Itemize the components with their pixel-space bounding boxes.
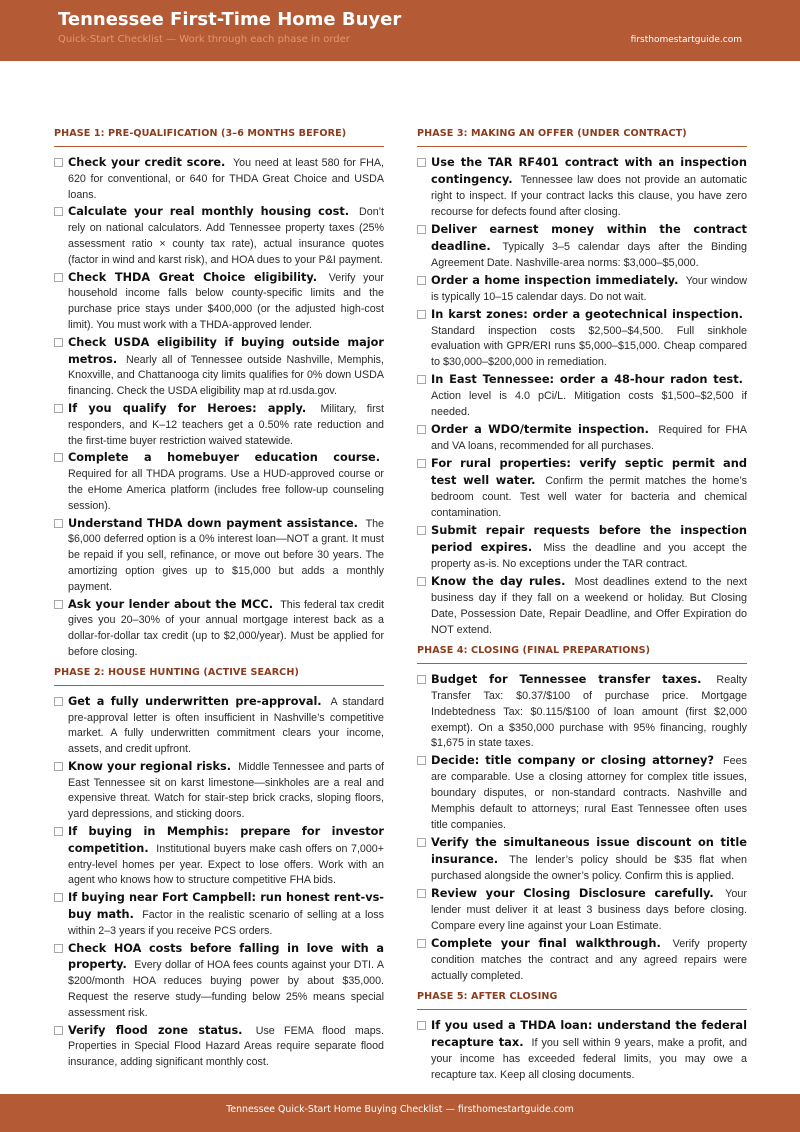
checklist-item (417, 307, 747, 372)
checkbox-icon[interactable] (54, 453, 63, 462)
checklist-item (417, 372, 747, 421)
checkbox-icon[interactable] (417, 276, 426, 285)
checklist-item-title: If you qualify for Heroes: apply. (68, 401, 307, 415)
checklist-item-title: If buying near Fort Campbell: run honest rent-vs-buy math. (68, 891, 384, 922)
checklist-item-title: If you used a THDA loan: understand the federal recapture tax. (431, 1017, 747, 1049)
checkbox-icon[interactable] (417, 577, 426, 586)
header-site-link[interactable]: firsthomestartguide.com (630, 35, 742, 45)
checkbox-icon[interactable] (54, 893, 63, 902)
checklist-item-text: The lender’s policy should be $35 flat when purchased alongside the owner’s policy. Confirm this is applied. (431, 854, 747, 883)
checkbox-icon[interactable] (417, 1021, 426, 1030)
checklist-item (54, 597, 384, 661)
checklist-item-text: Verify property condition matches the contract and any agreed repairs were actually completed. (431, 937, 747, 982)
checklist-item (417, 1018, 747, 1084)
checklist-item-title: Understand THDA down payment assistance. (68, 516, 358, 530)
checklist-item-title: In East Tennessee: order a 48-hour radon test. (431, 372, 743, 387)
checklist-item-title: For rural properties: verify septic permit and test well water. (431, 456, 747, 488)
checkbox-icon[interactable] (417, 225, 426, 234)
checklist-item (417, 523, 747, 573)
checkbox-icon[interactable] (417, 838, 426, 847)
checklist-item-title: Use the TAR RF401 contract with an inspection contingency. (431, 155, 747, 186)
checklist-item-text: Tennessee law does not provide an automatic right to inspect. If your contract lacks this clause, you have zero recourse for defects found after closing. (431, 173, 747, 218)
checkbox-icon[interactable] (417, 675, 426, 684)
checkbox-icon[interactable] (54, 273, 63, 282)
checklist-item (54, 335, 384, 400)
checklist-item-title: Check THDA Great Choice eligibility. (68, 270, 318, 284)
checkbox-icon[interactable] (54, 827, 63, 836)
checklist-item-text: Action level is 4.0 pCi/L. Mitigation costs $1,500–$2,500 if needed. (431, 390, 747, 419)
checklist-item (417, 574, 747, 639)
checkbox-icon[interactable] (417, 310, 426, 319)
checklist-item (417, 456, 747, 522)
checklist-item-text: You need at least 580 for FHA, 620 for conventional, or 640 for THDA Great Choice and USDA loans. (68, 157, 384, 201)
checklist-item (417, 422, 747, 455)
checkbox-icon[interactable] (54, 404, 63, 413)
phase-heading: PHASE 5: AFTER CLOSING (417, 991, 747, 1010)
checklist-item-text: A standard pre-approval letter is often insufficient in Nashville’s competitive market. A fully underwritten commitment clears your income, assets, and credit upfront. (68, 695, 384, 756)
checklist-item (417, 222, 747, 272)
checklist-item-text: Middle Tennessee and parts of East Tennessee sit on karst limestone—sinkholes are a real and expensive threat. Watch for stair-step brick cracks, sloping floors, yard depressions, and sticking doors. (68, 760, 384, 821)
checkbox-icon[interactable] (417, 939, 426, 948)
checklist-item-text: Confirm the permit matches the home’s bedroom count. Test well water for bacteria and chemical contamination. (431, 475, 748, 520)
checkbox-icon[interactable] (54, 944, 63, 953)
checklist-item-title: Calculate your real monthly housing cost. (68, 205, 350, 219)
phase-heading: PHASE 4: CLOSING (FINAL PREPARATIONS) (417, 645, 747, 664)
checklist-item (417, 936, 747, 985)
checkbox-icon[interactable] (54, 207, 63, 216)
checklist-item (54, 204, 384, 268)
checklist-item-text: Nearly all of Tennessee outside Nashville, Memphis, Knoxville, and Chattanooga city limits qualifies for 0% down USDA financing. Check the USDA eligibility map at rd.usda.gov. (68, 353, 384, 398)
phase-section-4 (417, 645, 747, 985)
right-column (417, 128, 747, 1085)
checklist-item-text: Required for FHA and VA loans, recommended for all purchases. (431, 424, 747, 453)
checklist-item (417, 155, 747, 221)
checklist-item-title: Get a fully underwritten pre-approval. (68, 694, 322, 708)
checklist-item-text: Standard inspection costs $2,500–$4,500. Full sinkhole evaluation with GPR/ERI runs $5,000–$15,000. Cheap compared to $30,000–$200,000 in remediation. (431, 324, 747, 369)
phase-section-5 (417, 991, 747, 1084)
checklist-item-text: Realty Transfer Tax: $0.37/$100 of purchase price. Mortgage Indebtedness Tax: $0.115/$100 of loan amount (first $2,000 exempt). On a $350,000 purchase with 95% financing, roughly $1,675 in state taxes. (431, 673, 747, 750)
checklist-item (54, 155, 384, 203)
left-column (54, 128, 384, 1072)
phase-heading: PHASE 3: MAKING AN OFFER (UNDER CONTRACT) (417, 128, 747, 147)
checklist-item-text: Institutional buyers make cash offers on 7,000+ entry-level homes per year. Expect to lose offers. Work with an agent who knows how to structure competitive FHA bids. (68, 842, 384, 887)
checklist-item-text: Required for all THDA programs. Use a HUD-approved course or the eHome America platform (includes free follow-up counseling session). (68, 468, 384, 512)
page-footer (0, 1094, 800, 1132)
checklist-item (54, 270, 384, 334)
checkbox-icon[interactable] (417, 375, 426, 384)
checklist-item (417, 835, 747, 885)
checkbox-icon[interactable] (54, 762, 63, 771)
checklist-item-title: Submit repair requests before the inspection period expires. (431, 522, 747, 554)
checklist-item-title: Order a home inspection immediately. (431, 272, 679, 287)
checklist-item-title: Budget for Tennessee transfer taxes. (431, 671, 702, 686)
checklist-item-title: Know your regional risks. (68, 759, 232, 773)
checkbox-icon[interactable] (417, 459, 426, 468)
checklist-item-title: Order a WDO/termite inspection. (431, 422, 649, 437)
checklist-item-title: If buying in Memphis: prepare for investor competition. (68, 825, 384, 855)
checklist-item-title: Review your Closing Disclosure carefully. (431, 886, 714, 901)
checklist-item (417, 672, 747, 753)
phase-section-2 (54, 667, 384, 1071)
checklist-item-title: In karst zones: order a geotechnical inspection. (431, 306, 743, 321)
checklist-item-text: This federal tax credit gives you 20–30% of your annual mortgage interest back as a dollar-for-dollar tax credit (up to $2,000/year). Must be applied for before closing. (68, 598, 384, 658)
checklist-item-title: Complete a homebuyer education course. (68, 451, 380, 465)
checklist-item (54, 824, 384, 889)
checkbox-icon[interactable] (54, 158, 63, 167)
checklist-item-title: Verify the simultaneous issue discount on title insurance. (431, 835, 747, 867)
phase-section-1 (54, 128, 384, 661)
phase-section-3 (417, 128, 747, 639)
checkbox-icon[interactable] (54, 697, 63, 706)
checklist-item-text: If you sell within 9 years, make a profit, and your income has exceeded federal limits, you may owe a recapture tax. Keep all closing documents. (431, 1036, 748, 1081)
checklist-item-text: Your lender must deliver it at least 3 business days before closing. Compare every line against your Loan Estimate. (431, 888, 747, 932)
checklist-item-text: The $6,000 deferred option is a 0% interest loan—NOT a grant. It must be repaid if you sell, refinance, or move out before 30 years. The amortizing option gives up to $15,000 but adds a monthly payment. (68, 517, 384, 593)
checklist-item-title: Check USDA eligibility if buying outside major metros. (68, 335, 384, 366)
checklist-item-text: Typically 3–5 calendar days after the Binding Agreement Date. Nashville-area norms: $3,000–$5,000. (431, 240, 747, 269)
checklist-item (54, 450, 384, 514)
checklist-item-text: Most deadlines extend to the next business day if they fall on a weekend or holiday. But Closing Date, Possession Date, Repair Deadline, and Offer Expiration do NOT extend. (431, 575, 747, 636)
checklist-item-text: Verify your household income falls below county-specific limits and the purchase price stays under $400,000 (or the adjusted high-cost limit). You must work with a THDA-approved lender. (68, 271, 384, 331)
footer-text: Tennessee Quick-Start Home Buying Checklist — firsthomestartguide.com (226, 1104, 574, 1115)
checklist-item-title: Decide: title company or closing attorney? (431, 753, 714, 768)
checklist-item-text: Use FEMA flood maps. Properties in Special Flood Hazard Areas require separate flood insurance, adding significant monthly cost. (68, 1024, 384, 1069)
checkbox-icon[interactable] (54, 519, 63, 528)
checklist-item (54, 694, 384, 758)
checkbox-icon[interactable] (54, 1026, 63, 1035)
checklist-item-text: Every dollar of HOA fees counts against your DTI. A $200/month HOA reduces buying power by about $35,000. Request the reserve study—funding below 25% means special assessment risk. (68, 959, 384, 1019)
checklist-item (417, 886, 747, 935)
checklist-item-text: Fees are comparable. Use a closing attorney for complex title issues, boundary disputes, or non-standard contracts. Nashville and Memphis default to attorneys; rural East Tennessee often uses title companies. (431, 755, 747, 832)
checkbox-icon[interactable] (417, 756, 426, 765)
checklist-item-title: Complete your final walkthrough. (431, 935, 661, 950)
checkbox-icon[interactable] (417, 889, 426, 898)
checklist-item-title: Deliver earnest money within the contract deadline. (431, 221, 747, 253)
page-header (0, 0, 800, 61)
phase-heading: PHASE 2: HOUSE HUNTING (ACTIVE SEARCH) (54, 667, 384, 686)
checklist-item-text: Miss the deadline and you accept the property as-is. No exceptions under the TAR contract. (431, 541, 748, 570)
checkbox-icon[interactable] (417, 158, 426, 167)
document-title: Tennessee First-Time Home Buyer (58, 9, 402, 30)
checklist-item-title: Verify flood zone status. (68, 1023, 243, 1037)
checklist-item-title: Check your credit score. (68, 156, 226, 169)
checklist-item (54, 1023, 384, 1071)
checklist-item (54, 941, 384, 1022)
checkbox-icon[interactable] (54, 338, 63, 347)
checklist-item (417, 753, 747, 834)
checkbox-icon[interactable] (54, 600, 63, 609)
phase-heading: PHASE 1: PRE-QUALIFICATION (3–6 MONTHS BEFORE) (54, 128, 384, 147)
checklist-item (417, 273, 747, 306)
checklist-item-text: Military, first responders, and K–12 teachers get a 0.50% rate reduction and the first-time buyer restriction waived statewide. (68, 402, 384, 447)
checklist-item-text: Don’t rely on national calculators. Add Tennessee property taxes (25% assessment ratio × county tax rate), actual insurance quotes (factor in wind and karst risk), and HOA dues to your P&I payment. (68, 206, 384, 266)
checklist-item (54, 890, 384, 939)
checklist-item (54, 759, 384, 823)
checklist-item-text: Your window is typically 10–15 calendar days. Do not wait. (431, 274, 748, 303)
checklist-item (54, 401, 384, 449)
checkbox-icon[interactable] (417, 526, 426, 535)
checklist-item-title: Know the day rules. (431, 573, 566, 588)
checkbox-icon[interactable] (417, 425, 426, 434)
checklist-item (54, 516, 384, 596)
checklist-item-text: Factor in the realistic scenario of selling at a loss within 2–3 years if you receive PCS orders. (68, 909, 384, 937)
checklist-item-title: Ask your lender about the MCC. (68, 597, 273, 611)
document-subtitle: Quick-Start Checklist — Work through each phase in order (58, 34, 350, 45)
checklist-item-title: Check HOA costs before falling in love with a property. (68, 941, 384, 972)
